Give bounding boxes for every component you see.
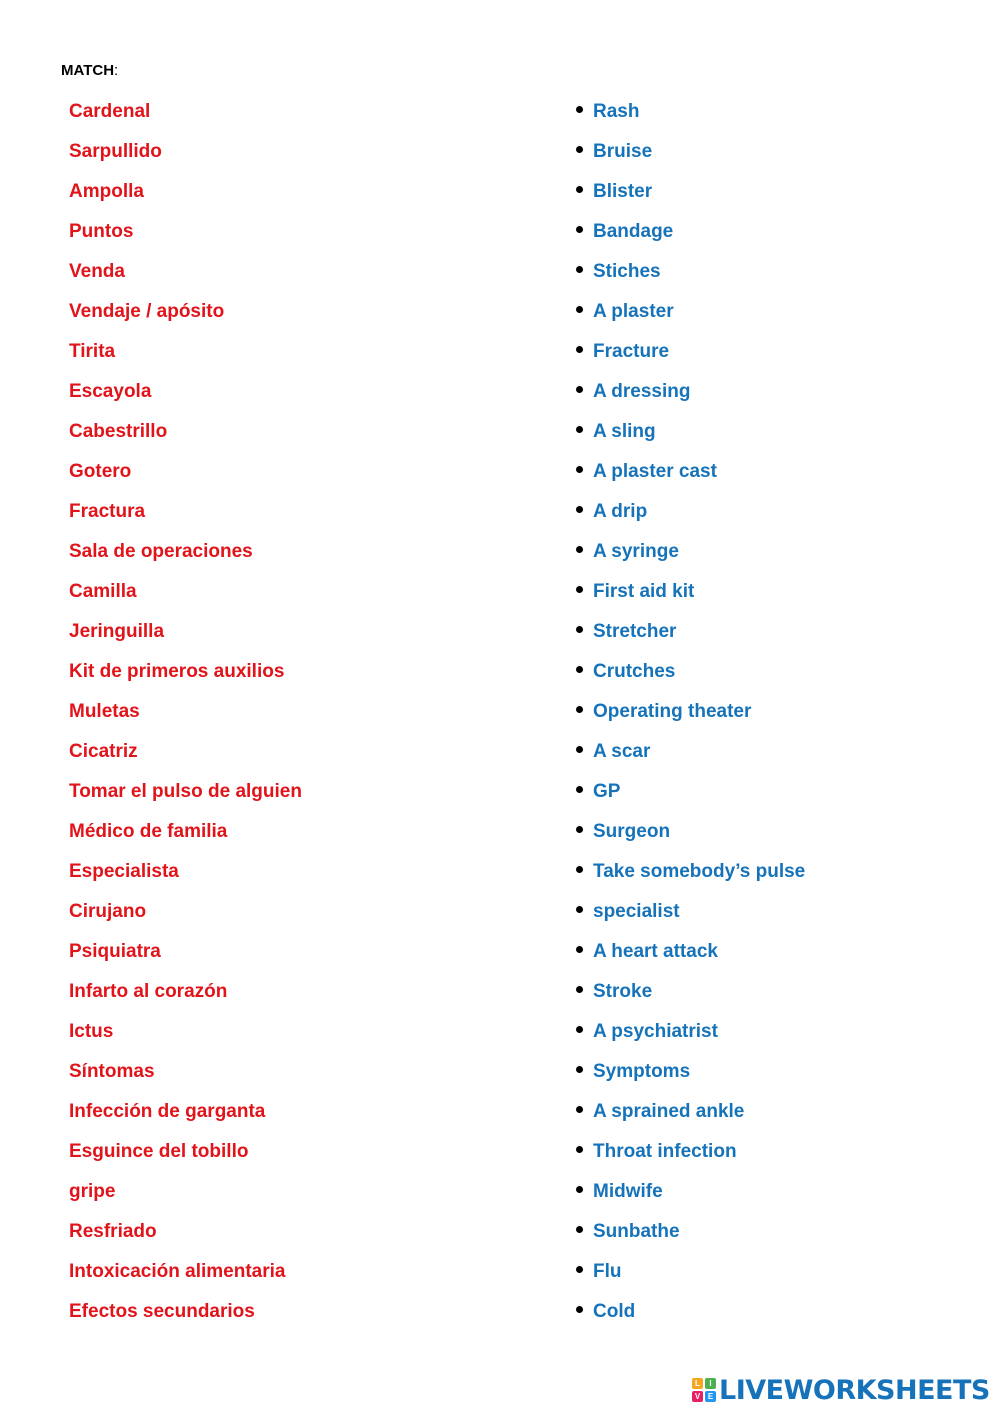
english-term: Stroke	[593, 981, 653, 1002]
spanish-term: Esguince del tobillo	[69, 1141, 249, 1162]
spanish-term: Fractura	[69, 501, 146, 522]
bullet-icon	[576, 146, 583, 153]
english-term: Crutches	[593, 661, 676, 682]
english-term-item	[576, 572, 805, 612]
logo-mark-tile: L	[692, 1378, 703, 1389]
bullet-icon	[576, 706, 583, 713]
worksheet-title	[61, 62, 118, 79]
spanish-term: Jeringuilla	[69, 621, 165, 642]
english-term: A sprained ankle	[593, 1101, 745, 1122]
bullet-icon	[576, 546, 583, 553]
title-text: MATCH	[61, 62, 115, 79]
english-term-item	[576, 332, 805, 372]
english-term-item	[576, 852, 805, 892]
bullet-icon	[576, 1146, 583, 1153]
bullet-icon	[576, 466, 583, 473]
english-term: A scar	[593, 741, 651, 762]
english-term-item	[576, 372, 805, 412]
english-term-item	[576, 1172, 805, 1212]
bullet-icon	[576, 306, 583, 313]
bullet-icon	[576, 106, 583, 113]
english-terms-list	[576, 92, 805, 1332]
english-term: Blister	[593, 181, 653, 202]
english-term-item	[576, 1132, 805, 1172]
english-term-item	[576, 1252, 805, 1292]
english-term: A sling	[593, 421, 656, 442]
spanish-term: Especialista	[69, 861, 179, 882]
english-term-item	[576, 652, 805, 692]
bullet-icon	[576, 226, 583, 233]
english-term-item	[576, 1052, 805, 1092]
english-term: Midwife	[593, 1181, 663, 1202]
english-term: Symptoms	[593, 1061, 691, 1082]
english-term: Flu	[593, 1261, 622, 1282]
english-term: A dressing	[593, 381, 691, 402]
english-term-item	[576, 132, 805, 172]
english-term-item	[576, 172, 805, 212]
logo-text: LIVEWORKSHEETS	[719, 1374, 990, 1406]
logo-mark-tile: E	[705, 1391, 716, 1402]
spanish-term: Resfriado	[69, 1221, 157, 1242]
english-term: Take somebody’s pulse	[593, 861, 806, 882]
logo-mark-icon	[692, 1378, 716, 1402]
english-term: A plaster cast	[593, 461, 717, 482]
spanish-term: Ictus	[69, 1021, 114, 1042]
english-term: specialist	[593, 901, 680, 922]
english-term: Operating theater	[593, 701, 752, 722]
english-term: A heart attack	[593, 941, 718, 962]
bullet-icon	[576, 266, 583, 273]
bullet-icon	[576, 1226, 583, 1233]
bullet-icon	[576, 746, 583, 753]
english-term: A drip	[593, 501, 648, 522]
bullet-icon	[576, 866, 583, 873]
spanish-term: Síntomas	[69, 1061, 155, 1082]
bullet-icon	[576, 186, 583, 193]
spanish-term: Ampolla	[69, 181, 144, 202]
logo-mark-tile: V	[692, 1391, 703, 1402]
spanish-terms-list	[69, 92, 302, 1332]
english-term-item	[576, 252, 805, 292]
english-term-item	[576, 732, 805, 772]
english-term: Rash	[593, 101, 640, 122]
english-term-item	[576, 692, 805, 732]
bullet-icon	[576, 346, 583, 353]
english-term: Bandage	[593, 221, 674, 242]
english-term: Surgeon	[593, 821, 671, 842]
spanish-term: Vendaje / apósito	[69, 301, 225, 322]
spanish-term: Cirujano	[69, 901, 147, 922]
spanish-term: Médico de familia	[69, 821, 228, 842]
english-term-item	[576, 932, 805, 972]
english-term-item	[576, 1092, 805, 1132]
english-term-item	[576, 292, 805, 332]
english-term-item	[576, 1212, 805, 1252]
title-colon: :	[114, 62, 119, 79]
english-term-item	[576, 812, 805, 852]
liveworksheets-logo	[692, 1373, 990, 1407]
spanish-term: Cardenal	[69, 101, 151, 122]
spanish-term: Cicatriz	[69, 741, 138, 762]
english-term-item	[576, 92, 805, 132]
spanish-term: Puntos	[69, 221, 134, 242]
english-term: GP	[593, 781, 621, 802]
bullet-icon	[576, 1066, 583, 1073]
bullet-icon	[576, 1026, 583, 1033]
english-term: Stiches	[593, 261, 661, 282]
english-term-item	[576, 892, 805, 932]
spanish-term: Sarpullido	[69, 141, 162, 162]
bullet-icon	[576, 386, 583, 393]
bullet-icon	[576, 826, 583, 833]
english-term: Throat infection	[593, 1141, 737, 1162]
english-term-item	[576, 492, 805, 532]
bullet-icon	[576, 906, 583, 913]
bullet-icon	[576, 986, 583, 993]
bullet-icon	[576, 1266, 583, 1273]
english-term: A psychiatrist	[593, 1021, 718, 1042]
spanish-term: Escayola	[69, 381, 152, 402]
spanish-term: gripe	[69, 1181, 116, 1202]
bullet-icon	[576, 626, 583, 633]
spanish-term: Cabestrillo	[69, 421, 168, 442]
bullet-icon	[576, 426, 583, 433]
spanish-term: Gotero	[69, 461, 132, 482]
spanish-term: Kit de primeros auxilios	[69, 661, 285, 682]
spanish-term: Intoxicación alimentaria	[69, 1261, 286, 1282]
bullet-icon	[576, 786, 583, 793]
logo-mark-tile: I	[705, 1378, 716, 1389]
bullet-icon	[576, 1106, 583, 1113]
spanish-term: Psiquiatra	[69, 941, 161, 962]
spanish-term: Infarto al corazón	[69, 981, 228, 1002]
english-term-item	[576, 972, 805, 1012]
english-term-item	[576, 1012, 805, 1052]
english-term-item	[576, 212, 805, 252]
english-term-item	[576, 452, 805, 492]
bullet-icon	[576, 506, 583, 513]
english-term: Sunbathe	[593, 1221, 680, 1242]
english-term-item	[576, 612, 805, 652]
spanish-term: Muletas	[69, 701, 140, 722]
spanish-term: Tirita	[69, 341, 116, 362]
spanish-term: Venda	[69, 261, 125, 282]
english-term: A plaster	[593, 301, 674, 322]
english-term: Stretcher	[593, 621, 677, 642]
english-term: First aid kit	[593, 581, 695, 602]
english-term: Fracture	[593, 341, 670, 362]
english-term-item	[576, 532, 805, 572]
english-term: Bruise	[593, 141, 653, 162]
bullet-icon	[576, 666, 583, 673]
spanish-term: Efectos secundarios	[69, 1301, 255, 1322]
english-term: Cold	[593, 1301, 636, 1322]
english-term-item	[576, 772, 805, 812]
english-term-item	[576, 412, 805, 452]
spanish-term: Sala de operaciones	[69, 541, 253, 562]
bullet-icon	[576, 1186, 583, 1193]
english-term: A syringe	[593, 541, 679, 562]
bullet-icon	[576, 1306, 583, 1313]
spanish-term: Infección de garganta	[69, 1101, 266, 1122]
bullet-icon	[576, 586, 583, 593]
bullet-icon	[576, 946, 583, 953]
english-term-item	[576, 1292, 805, 1332]
spanish-term: Camilla	[69, 581, 137, 602]
spanish-term: Tomar el pulso de alguien	[69, 781, 302, 802]
